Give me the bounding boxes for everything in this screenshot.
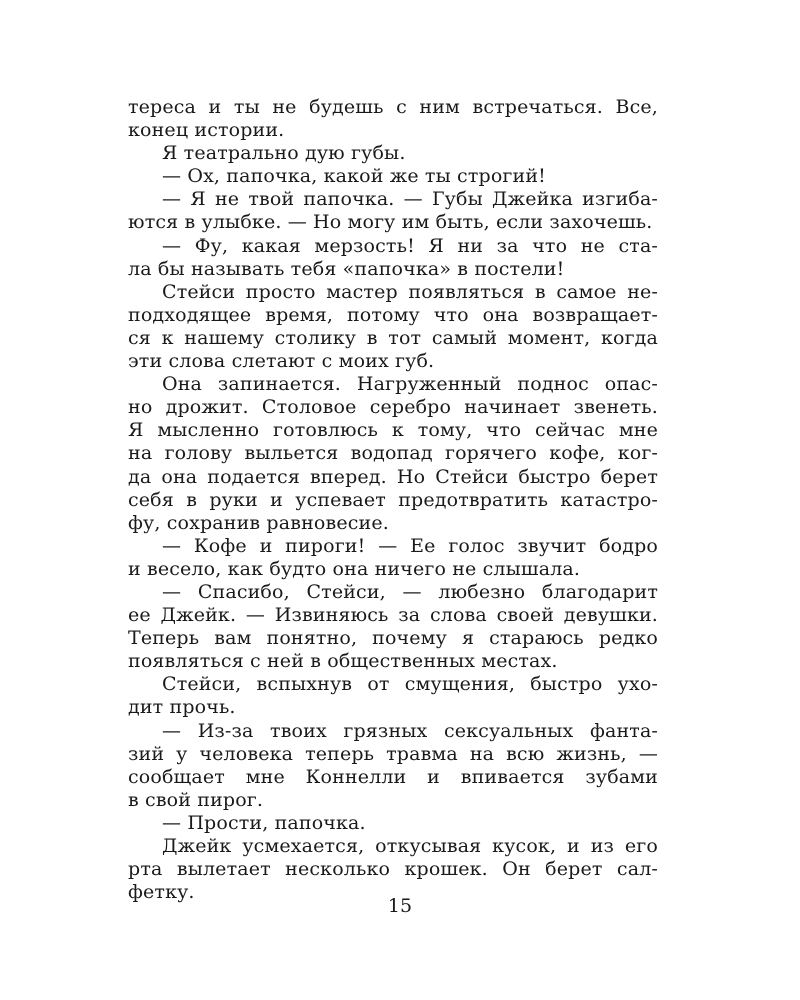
text-line: на голову выльется водопад горячего кофе, ког-: [128, 442, 658, 465]
text-line: фетку.: [128, 881, 195, 904]
text-line: Она запинается. Нагруженный поднос опас-: [162, 373, 658, 396]
text-line: ла бы называть тебя «папочка» в постели!: [128, 257, 565, 280]
text-line: эти слова слетают с моих губ.: [128, 350, 435, 373]
text-line: — Кофе и пироги! — Ее голос звучит бодро: [162, 534, 658, 557]
body-text: [128, 96, 658, 904]
text-line: ются в улыбке. — Но могу им быть, если захочешь.: [128, 211, 653, 234]
text-line: в свой пирог.: [128, 788, 264, 811]
text-line: появляться с ней в общественных местах.: [128, 650, 558, 673]
text-line: зий у человека теперь травма на всю жизнь, —: [128, 742, 658, 765]
text-line: да она подается вперед. Но Стейси быстро берет: [128, 465, 658, 488]
text-line: — Фу, какая мерзость! Я ни за что не ста-: [162, 234, 658, 257]
text-line: тереса и ты не будешь с ним встречаться. Все,: [128, 96, 658, 118]
text-line: подходящее время, потому что она возвращает-: [128, 303, 658, 326]
text-line: дит прочь.: [128, 696, 236, 719]
text-line: Я мысленно готовлюсь к тому, что сейчас мне: [128, 419, 658, 442]
text-line: — Спасибо, Стейси, — любезно благодарит: [162, 580, 658, 603]
text-line: — Я не твой папочка. — Губы Джейка изгиба-: [162, 188, 658, 211]
text-line: — Ох, папочка, какой же ты строгий!: [162, 165, 546, 188]
text-line: Джейк усмехается, откусывая кусок, и из его: [162, 835, 658, 857]
text-line: себя в руки и успевает предотвратить катастро-: [128, 488, 658, 511]
text-line: фу, сохранив равновесие.: [128, 511, 389, 534]
text-line: Теперь вам понятно, почему я стараюсь редко: [128, 627, 658, 650]
text-line: Я театрально дую губы.: [162, 142, 406, 165]
text-line: ся к нашему столику в тот самый момент, когда: [128, 326, 658, 349]
text-line: конец истории.: [128, 119, 285, 142]
text-line: ее Джейк. — Извиняюсь за слова своей девушки.: [128, 604, 658, 627]
text-line: рта вылетает несколько крошек. Он берет сал-: [128, 858, 658, 881]
page-number: 15: [387, 895, 413, 917]
text-line: — Из-за твоих грязных сексуальных фанта-: [162, 719, 658, 742]
text-line: сообщает мне Коннелли и впивается зубами: [128, 765, 658, 788]
text-line: — Прости, папочка.: [162, 811, 366, 834]
text-line: и весело, как будто она ничего не слышала.: [128, 557, 581, 580]
text-line: но дрожит. Столовое серебро начинает звенеть.: [128, 396, 658, 419]
text-line: Стейси, вспыхнув от смущения, быстро ухо-: [162, 673, 658, 696]
text-line: Стейси просто мастер появляться в самое не-: [162, 280, 658, 303]
